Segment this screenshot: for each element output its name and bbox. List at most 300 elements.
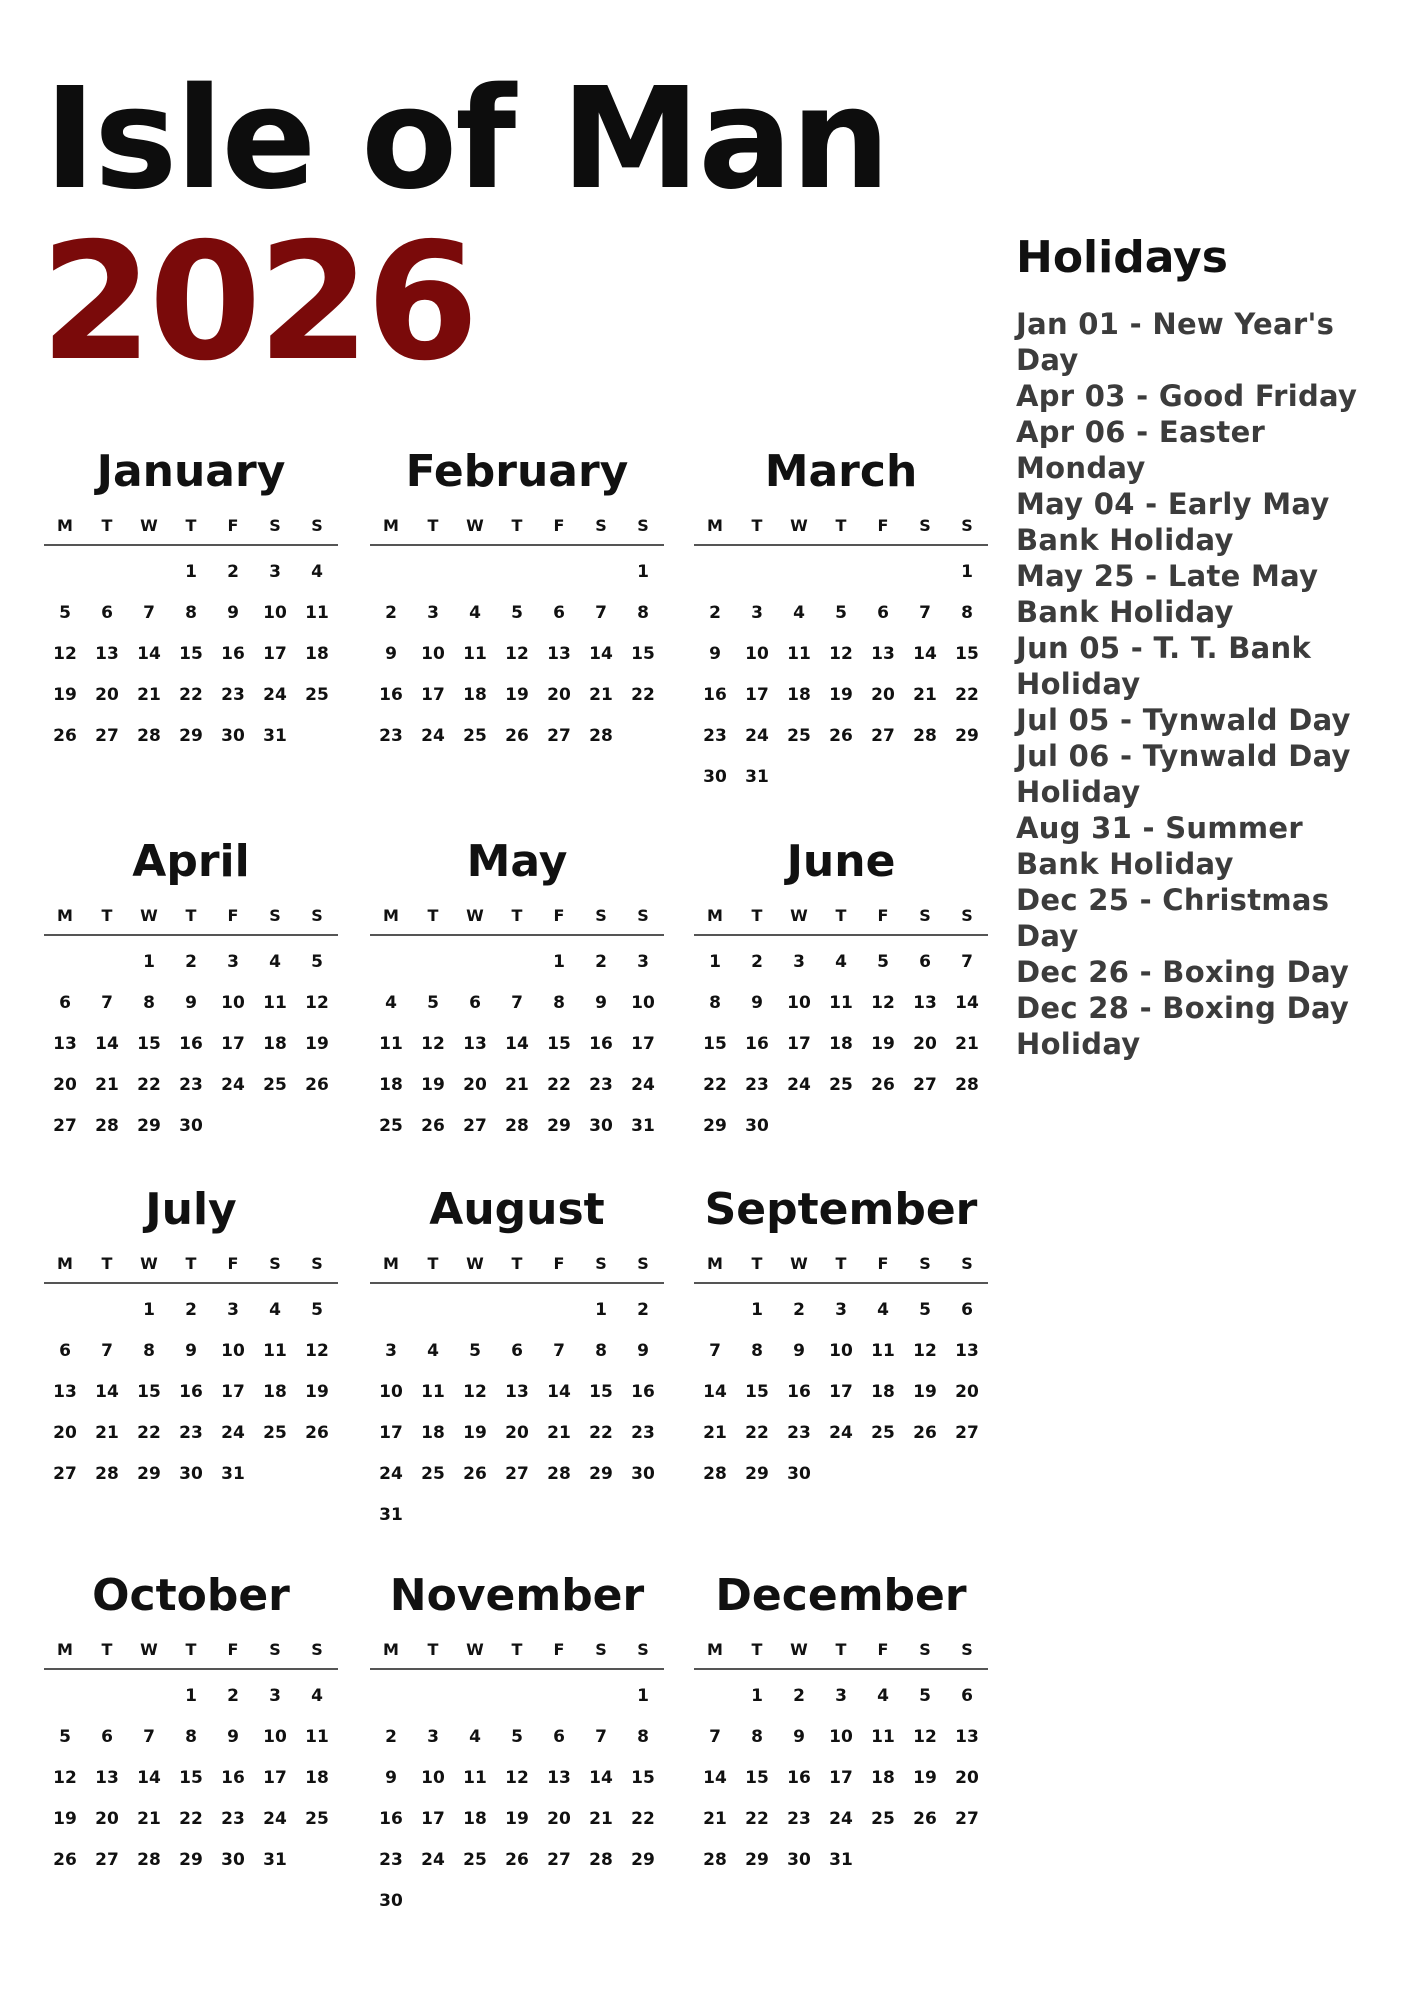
weekday-label: S xyxy=(269,1254,281,1273)
day-cell: 23 xyxy=(703,726,727,746)
weekday-label: T xyxy=(427,1254,439,1273)
day-cell: 9 xyxy=(595,993,607,1013)
day-cell: 10 xyxy=(221,1341,245,1361)
day-cell: 22 xyxy=(631,685,655,705)
day-cell: 24 xyxy=(829,1423,853,1443)
day-cell: 3 xyxy=(227,952,239,972)
day-cell: 28 xyxy=(137,726,161,746)
day-cell: 21 xyxy=(703,1809,727,1829)
day-cell: 28 xyxy=(547,1464,571,1484)
day-cell: 8 xyxy=(961,603,973,623)
day-cell: 28 xyxy=(589,1850,613,1870)
day-grid xyxy=(44,1676,338,1881)
day-cell: 7 xyxy=(143,1727,155,1747)
empty-cell xyxy=(86,942,128,983)
day-cell: 6 xyxy=(101,1727,113,1747)
day-cell: 26 xyxy=(505,1850,529,1870)
day-cell: 30 xyxy=(787,1464,811,1484)
holiday-item: Jun 05 - T. T. Bank Holiday xyxy=(1016,631,1312,702)
day-cell: 4 xyxy=(877,1300,889,1320)
day-cell: 22 xyxy=(137,1423,161,1443)
day-cell: 13 xyxy=(547,644,571,664)
day-cell: 7 xyxy=(709,1341,721,1361)
day-cell: 19 xyxy=(505,685,529,705)
day-cell: 2 xyxy=(185,952,197,972)
day-cell: 7 xyxy=(101,1341,113,1361)
day-cell: 8 xyxy=(751,1341,763,1361)
day-cell: 16 xyxy=(787,1768,811,1788)
day-cell: 24 xyxy=(221,1075,245,1095)
empty-cell xyxy=(694,552,736,593)
weekday-label: F xyxy=(877,906,889,925)
day-cell: 21 xyxy=(95,1423,119,1443)
empty-cell xyxy=(454,1290,496,1331)
day-cell: 6 xyxy=(919,952,931,972)
day-cell: 3 xyxy=(385,1341,397,1361)
day-cell: 29 xyxy=(745,1464,769,1484)
day-cell: 5 xyxy=(59,1727,71,1747)
day-cell: 19 xyxy=(305,1382,329,1402)
day-cell: 3 xyxy=(835,1686,847,1706)
month-name: June xyxy=(786,836,896,887)
day-cell: 25 xyxy=(421,1464,445,1484)
day-cell: 23 xyxy=(179,1423,203,1443)
day-cell: 28 xyxy=(95,1464,119,1484)
weekday-header xyxy=(694,1638,988,1670)
day-cell: 10 xyxy=(631,993,655,1013)
day-cell: 21 xyxy=(589,1809,613,1829)
weekday-label: F xyxy=(553,1640,565,1659)
day-cell: 1 xyxy=(961,562,973,582)
day-cell: 14 xyxy=(95,1382,119,1402)
weekday-label: F xyxy=(227,1640,239,1659)
empty-cell xyxy=(820,552,862,593)
day-cell: 1 xyxy=(553,952,565,972)
empty-cell xyxy=(128,1676,170,1717)
day-cell: 18 xyxy=(463,1809,487,1829)
day-cell: 21 xyxy=(955,1034,979,1054)
day-cell: 28 xyxy=(505,1116,529,1136)
day-cell: 10 xyxy=(379,1382,403,1402)
day-cell: 8 xyxy=(637,1727,649,1747)
day-cell: 26 xyxy=(913,1809,937,1829)
day-cell: 27 xyxy=(53,1116,77,1136)
day-grid xyxy=(370,552,664,757)
day-cell: 12 xyxy=(53,644,77,664)
weekday-header xyxy=(694,1252,988,1284)
weekday-label: M xyxy=(383,516,399,535)
day-cell: 19 xyxy=(463,1423,487,1443)
day-cell: 7 xyxy=(595,603,607,623)
day-grid xyxy=(694,1676,988,1881)
day-cell: 12 xyxy=(53,1768,77,1788)
day-cell: 25 xyxy=(263,1423,287,1443)
day-cell: 27 xyxy=(547,726,571,746)
weekday-header xyxy=(44,904,338,936)
weekday-label: M xyxy=(707,906,723,925)
holiday-item: Apr 06 - Easter Monday xyxy=(1016,415,1266,486)
day-cell: 18 xyxy=(421,1423,445,1443)
day-cell: 30 xyxy=(221,726,245,746)
day-cell: 8 xyxy=(709,993,721,1013)
weekday-label: F xyxy=(227,1254,239,1273)
day-cell: 1 xyxy=(751,1686,763,1706)
day-cell: 10 xyxy=(263,603,287,623)
day-cell: 7 xyxy=(143,603,155,623)
day-cell: 27 xyxy=(505,1464,529,1484)
day-cell: 10 xyxy=(787,993,811,1013)
weekday-label: S xyxy=(311,1640,323,1659)
day-cell: 21 xyxy=(547,1423,571,1443)
day-cell: 2 xyxy=(793,1686,805,1706)
day-cell: 17 xyxy=(221,1382,245,1402)
weekday-label: S xyxy=(595,516,607,535)
day-cell: 15 xyxy=(589,1382,613,1402)
day-cell: 28 xyxy=(589,726,613,746)
weekday-header xyxy=(44,514,338,546)
day-cell: 29 xyxy=(179,1850,203,1870)
day-cell: 1 xyxy=(637,562,649,582)
day-cell: 4 xyxy=(793,603,805,623)
day-cell: 28 xyxy=(955,1075,979,1095)
day-cell: 23 xyxy=(379,1850,403,1870)
day-cell: 18 xyxy=(263,1034,287,1054)
weekday-label: T xyxy=(101,906,113,925)
day-cell: 3 xyxy=(227,1300,239,1320)
day-cell: 9 xyxy=(385,644,397,664)
day-cell: 6 xyxy=(553,1727,565,1747)
day-cell: 5 xyxy=(877,952,889,972)
day-cell: 5 xyxy=(59,603,71,623)
day-cell: 2 xyxy=(227,1686,239,1706)
day-cell: 1 xyxy=(595,1300,607,1320)
day-cell: 22 xyxy=(589,1423,613,1443)
day-cell: 4 xyxy=(469,1727,481,1747)
holiday-item: Dec 25 - Christmas Day xyxy=(1016,883,1330,954)
day-cell: 3 xyxy=(835,1300,847,1320)
day-cell: 14 xyxy=(703,1768,727,1788)
weekday-label: W xyxy=(140,1640,158,1659)
day-cell: 26 xyxy=(53,726,77,746)
day-cell: 9 xyxy=(751,993,763,1013)
day-cell: 18 xyxy=(379,1075,403,1095)
empty-cell xyxy=(538,1290,580,1331)
empty-cell xyxy=(370,942,412,983)
day-cell: 25 xyxy=(305,685,329,705)
day-cell: 26 xyxy=(305,1075,329,1095)
day-cell: 2 xyxy=(185,1300,197,1320)
weekday-label: T xyxy=(185,906,197,925)
empty-cell xyxy=(370,1290,412,1331)
day-cell: 6 xyxy=(59,993,71,1013)
calendar-year: 2026 xyxy=(40,209,475,397)
day-cell: 16 xyxy=(379,1809,403,1829)
day-cell: 22 xyxy=(703,1075,727,1095)
month-july xyxy=(44,1180,338,1495)
day-cell: 11 xyxy=(463,1768,487,1788)
day-cell: 19 xyxy=(913,1382,937,1402)
day-cell: 17 xyxy=(421,1809,445,1829)
weekday-label: T xyxy=(511,906,523,925)
day-cell: 27 xyxy=(95,1850,119,1870)
day-cell: 11 xyxy=(463,644,487,664)
day-cell: 23 xyxy=(745,1075,769,1095)
day-cell: 24 xyxy=(263,685,287,705)
day-cell: 31 xyxy=(263,1850,287,1870)
day-cell: 6 xyxy=(469,993,481,1013)
weekday-label: T xyxy=(101,1640,113,1659)
day-cell: 8 xyxy=(143,1341,155,1361)
day-cell: 17 xyxy=(631,1034,655,1054)
holiday-item: Dec 26 - Boxing Day xyxy=(1016,955,1350,990)
day-cell: 19 xyxy=(305,1034,329,1054)
holiday-item: Aug 31 - Summer Bank Holiday xyxy=(1016,811,1303,882)
day-cell: 26 xyxy=(505,726,529,746)
weekday-label: M xyxy=(383,1254,399,1273)
weekday-label: W xyxy=(466,516,484,535)
day-cell: 21 xyxy=(589,685,613,705)
weekday-label: W xyxy=(466,1254,484,1273)
weekday-label: T xyxy=(427,516,439,535)
weekday-label: T xyxy=(751,906,763,925)
day-cell: 4 xyxy=(835,952,847,972)
weekday-label: M xyxy=(57,906,73,925)
month-name: March xyxy=(764,446,918,497)
day-cell: 23 xyxy=(221,1809,245,1829)
day-cell: 14 xyxy=(589,1768,613,1788)
day-cell: 29 xyxy=(137,1116,161,1136)
day-cell: 8 xyxy=(143,993,155,1013)
weekday-label: S xyxy=(637,1640,649,1659)
day-cell: 17 xyxy=(829,1382,853,1402)
day-cell: 11 xyxy=(263,993,287,1013)
empty-cell xyxy=(412,552,454,593)
day-cell: 12 xyxy=(505,1768,529,1788)
day-cell: 2 xyxy=(637,1300,649,1320)
weekday-label: S xyxy=(269,1640,281,1659)
day-cell: 7 xyxy=(709,1727,721,1747)
day-cell: 13 xyxy=(95,1768,119,1788)
day-cell: 27 xyxy=(463,1116,487,1136)
month-name: May xyxy=(466,836,568,887)
day-cell: 5 xyxy=(311,952,323,972)
day-cell: 16 xyxy=(179,1034,203,1054)
day-cell: 20 xyxy=(53,1423,77,1443)
day-cell: 3 xyxy=(637,952,649,972)
day-cell: 18 xyxy=(463,685,487,705)
month-name: October xyxy=(92,1570,290,1621)
day-cell: 14 xyxy=(137,644,161,664)
weekday-label: W xyxy=(790,516,808,535)
day-cell: 15 xyxy=(703,1034,727,1054)
day-cell: 16 xyxy=(379,685,403,705)
weekday-label: T xyxy=(751,1254,763,1273)
weekday-label: S xyxy=(595,1640,607,1659)
day-cell: 21 xyxy=(703,1423,727,1443)
day-cell: 17 xyxy=(379,1423,403,1443)
day-cell: 27 xyxy=(955,1809,979,1829)
day-cell: 19 xyxy=(913,1768,937,1788)
day-cell: 23 xyxy=(379,726,403,746)
day-cell: 14 xyxy=(95,1034,119,1054)
weekday-label: F xyxy=(877,1640,889,1659)
weekday-label: M xyxy=(707,516,723,535)
day-cell: 18 xyxy=(871,1382,895,1402)
day-cell: 2 xyxy=(227,562,239,582)
day-cell: 21 xyxy=(505,1075,529,1095)
day-cell: 30 xyxy=(379,1891,403,1911)
day-cell: 2 xyxy=(385,1727,397,1747)
empty-cell xyxy=(496,1290,538,1331)
day-cell: 26 xyxy=(305,1423,329,1443)
weekday-label: S xyxy=(311,1254,323,1273)
day-cell: 10 xyxy=(829,1727,853,1747)
day-cell: 9 xyxy=(637,1341,649,1361)
weekday-label: M xyxy=(383,906,399,925)
day-cell: 12 xyxy=(305,1341,329,1361)
holiday-item: Jul 05 - Tynwald Day xyxy=(1016,703,1351,738)
day-cell: 20 xyxy=(547,685,571,705)
day-cell: 9 xyxy=(793,1727,805,1747)
day-cell: 29 xyxy=(745,1850,769,1870)
day-cell: 7 xyxy=(101,993,113,1013)
empty-cell xyxy=(44,1676,86,1717)
day-cell: 29 xyxy=(955,726,979,746)
day-cell: 16 xyxy=(221,1768,245,1788)
day-cell: 2 xyxy=(709,603,721,623)
weekday-label: T xyxy=(835,1640,847,1659)
day-cell: 7 xyxy=(595,1727,607,1747)
weekday-label: T xyxy=(185,1254,197,1273)
weekday-label: S xyxy=(961,1640,973,1659)
day-cell: 13 xyxy=(463,1034,487,1054)
day-cell: 11 xyxy=(421,1382,445,1402)
day-cell: 28 xyxy=(703,1464,727,1484)
day-cell: 4 xyxy=(469,603,481,623)
day-cell: 4 xyxy=(385,993,397,1013)
day-cell: 18 xyxy=(263,1382,287,1402)
day-grid xyxy=(44,1290,338,1495)
day-cell: 28 xyxy=(95,1116,119,1136)
day-cell: 5 xyxy=(835,603,847,623)
month-april xyxy=(44,832,338,1147)
day-cell: 25 xyxy=(463,726,487,746)
weekday-label: S xyxy=(311,906,323,925)
day-cell: 3 xyxy=(427,603,439,623)
day-cell: 20 xyxy=(95,1809,119,1829)
day-cell: 1 xyxy=(143,1300,155,1320)
day-cell: 2 xyxy=(385,603,397,623)
day-grid xyxy=(694,942,988,1147)
day-cell: 17 xyxy=(787,1034,811,1054)
day-cell: 16 xyxy=(787,1382,811,1402)
day-cell: 5 xyxy=(919,1686,931,1706)
month-may xyxy=(370,832,664,1147)
weekday-label: F xyxy=(877,1254,889,1273)
holiday-item: May 04 - Early May Bank Holiday xyxy=(1016,487,1330,558)
day-cell: 26 xyxy=(871,1075,895,1095)
day-cell: 9 xyxy=(185,1341,197,1361)
day-cell: 3 xyxy=(793,952,805,972)
day-cell: 13 xyxy=(955,1341,979,1361)
day-cell: 24 xyxy=(421,726,445,746)
empty-cell xyxy=(86,552,128,593)
day-cell: 21 xyxy=(913,685,937,705)
weekday-label: M xyxy=(707,1640,723,1659)
day-cell: 30 xyxy=(179,1464,203,1484)
weekday-label: W xyxy=(466,1640,484,1659)
day-cell: 11 xyxy=(871,1341,895,1361)
day-cell: 18 xyxy=(829,1034,853,1054)
day-cell: 2 xyxy=(751,952,763,972)
day-cell: 25 xyxy=(463,1850,487,1870)
day-cell: 18 xyxy=(305,1768,329,1788)
day-cell: 26 xyxy=(53,1850,77,1870)
day-cell: 22 xyxy=(137,1075,161,1095)
day-cell: 12 xyxy=(505,644,529,664)
empty-cell xyxy=(538,1676,580,1717)
day-cell: 15 xyxy=(631,644,655,664)
empty-cell xyxy=(370,552,412,593)
day-grid xyxy=(370,1676,664,1922)
day-cell: 6 xyxy=(511,1341,523,1361)
day-cell: 30 xyxy=(631,1464,655,1484)
day-cell: 22 xyxy=(745,1809,769,1829)
day-cell: 6 xyxy=(961,1300,973,1320)
weekday-label: S xyxy=(311,516,323,535)
day-cell: 9 xyxy=(793,1341,805,1361)
day-cell: 17 xyxy=(421,685,445,705)
day-cell: 6 xyxy=(961,1686,973,1706)
day-cell: 17 xyxy=(263,644,287,664)
day-cell: 8 xyxy=(553,993,565,1013)
day-cell: 26 xyxy=(913,1423,937,1443)
day-cell: 22 xyxy=(179,1809,203,1829)
day-cell: 13 xyxy=(53,1034,77,1054)
empty-cell xyxy=(454,1676,496,1717)
day-cell: 15 xyxy=(547,1034,571,1054)
day-cell: 25 xyxy=(263,1075,287,1095)
day-cell: 3 xyxy=(427,1727,439,1747)
month-june xyxy=(694,832,988,1147)
weekday-label: M xyxy=(57,516,73,535)
empty-cell xyxy=(694,1290,736,1331)
day-cell: 31 xyxy=(829,1850,853,1870)
day-cell: 7 xyxy=(919,603,931,623)
empty-cell xyxy=(86,1676,128,1717)
day-cell: 18 xyxy=(787,685,811,705)
weekday-label: S xyxy=(919,1640,931,1659)
day-cell: 20 xyxy=(547,1809,571,1829)
day-cell: 15 xyxy=(745,1768,769,1788)
day-cell: 27 xyxy=(955,1423,979,1443)
holiday-item: Jul 06 - Tynwald Day Holiday xyxy=(1016,739,1351,810)
empty-cell xyxy=(862,552,904,593)
day-grid xyxy=(370,942,664,1147)
weekday-label: F xyxy=(553,906,565,925)
day-cell: 31 xyxy=(221,1464,245,1484)
holiday-item: Jan 01 - New Year's Day xyxy=(1016,307,1335,378)
day-cell: 12 xyxy=(305,993,329,1013)
weekday-header xyxy=(694,514,988,546)
day-grid xyxy=(370,1290,664,1536)
day-cell: 31 xyxy=(631,1116,655,1136)
day-cell: 10 xyxy=(829,1341,853,1361)
holidays-panel xyxy=(1016,234,1396,1062)
empty-cell xyxy=(904,552,946,593)
weekday-label: S xyxy=(269,516,281,535)
day-cell: 16 xyxy=(179,1382,203,1402)
